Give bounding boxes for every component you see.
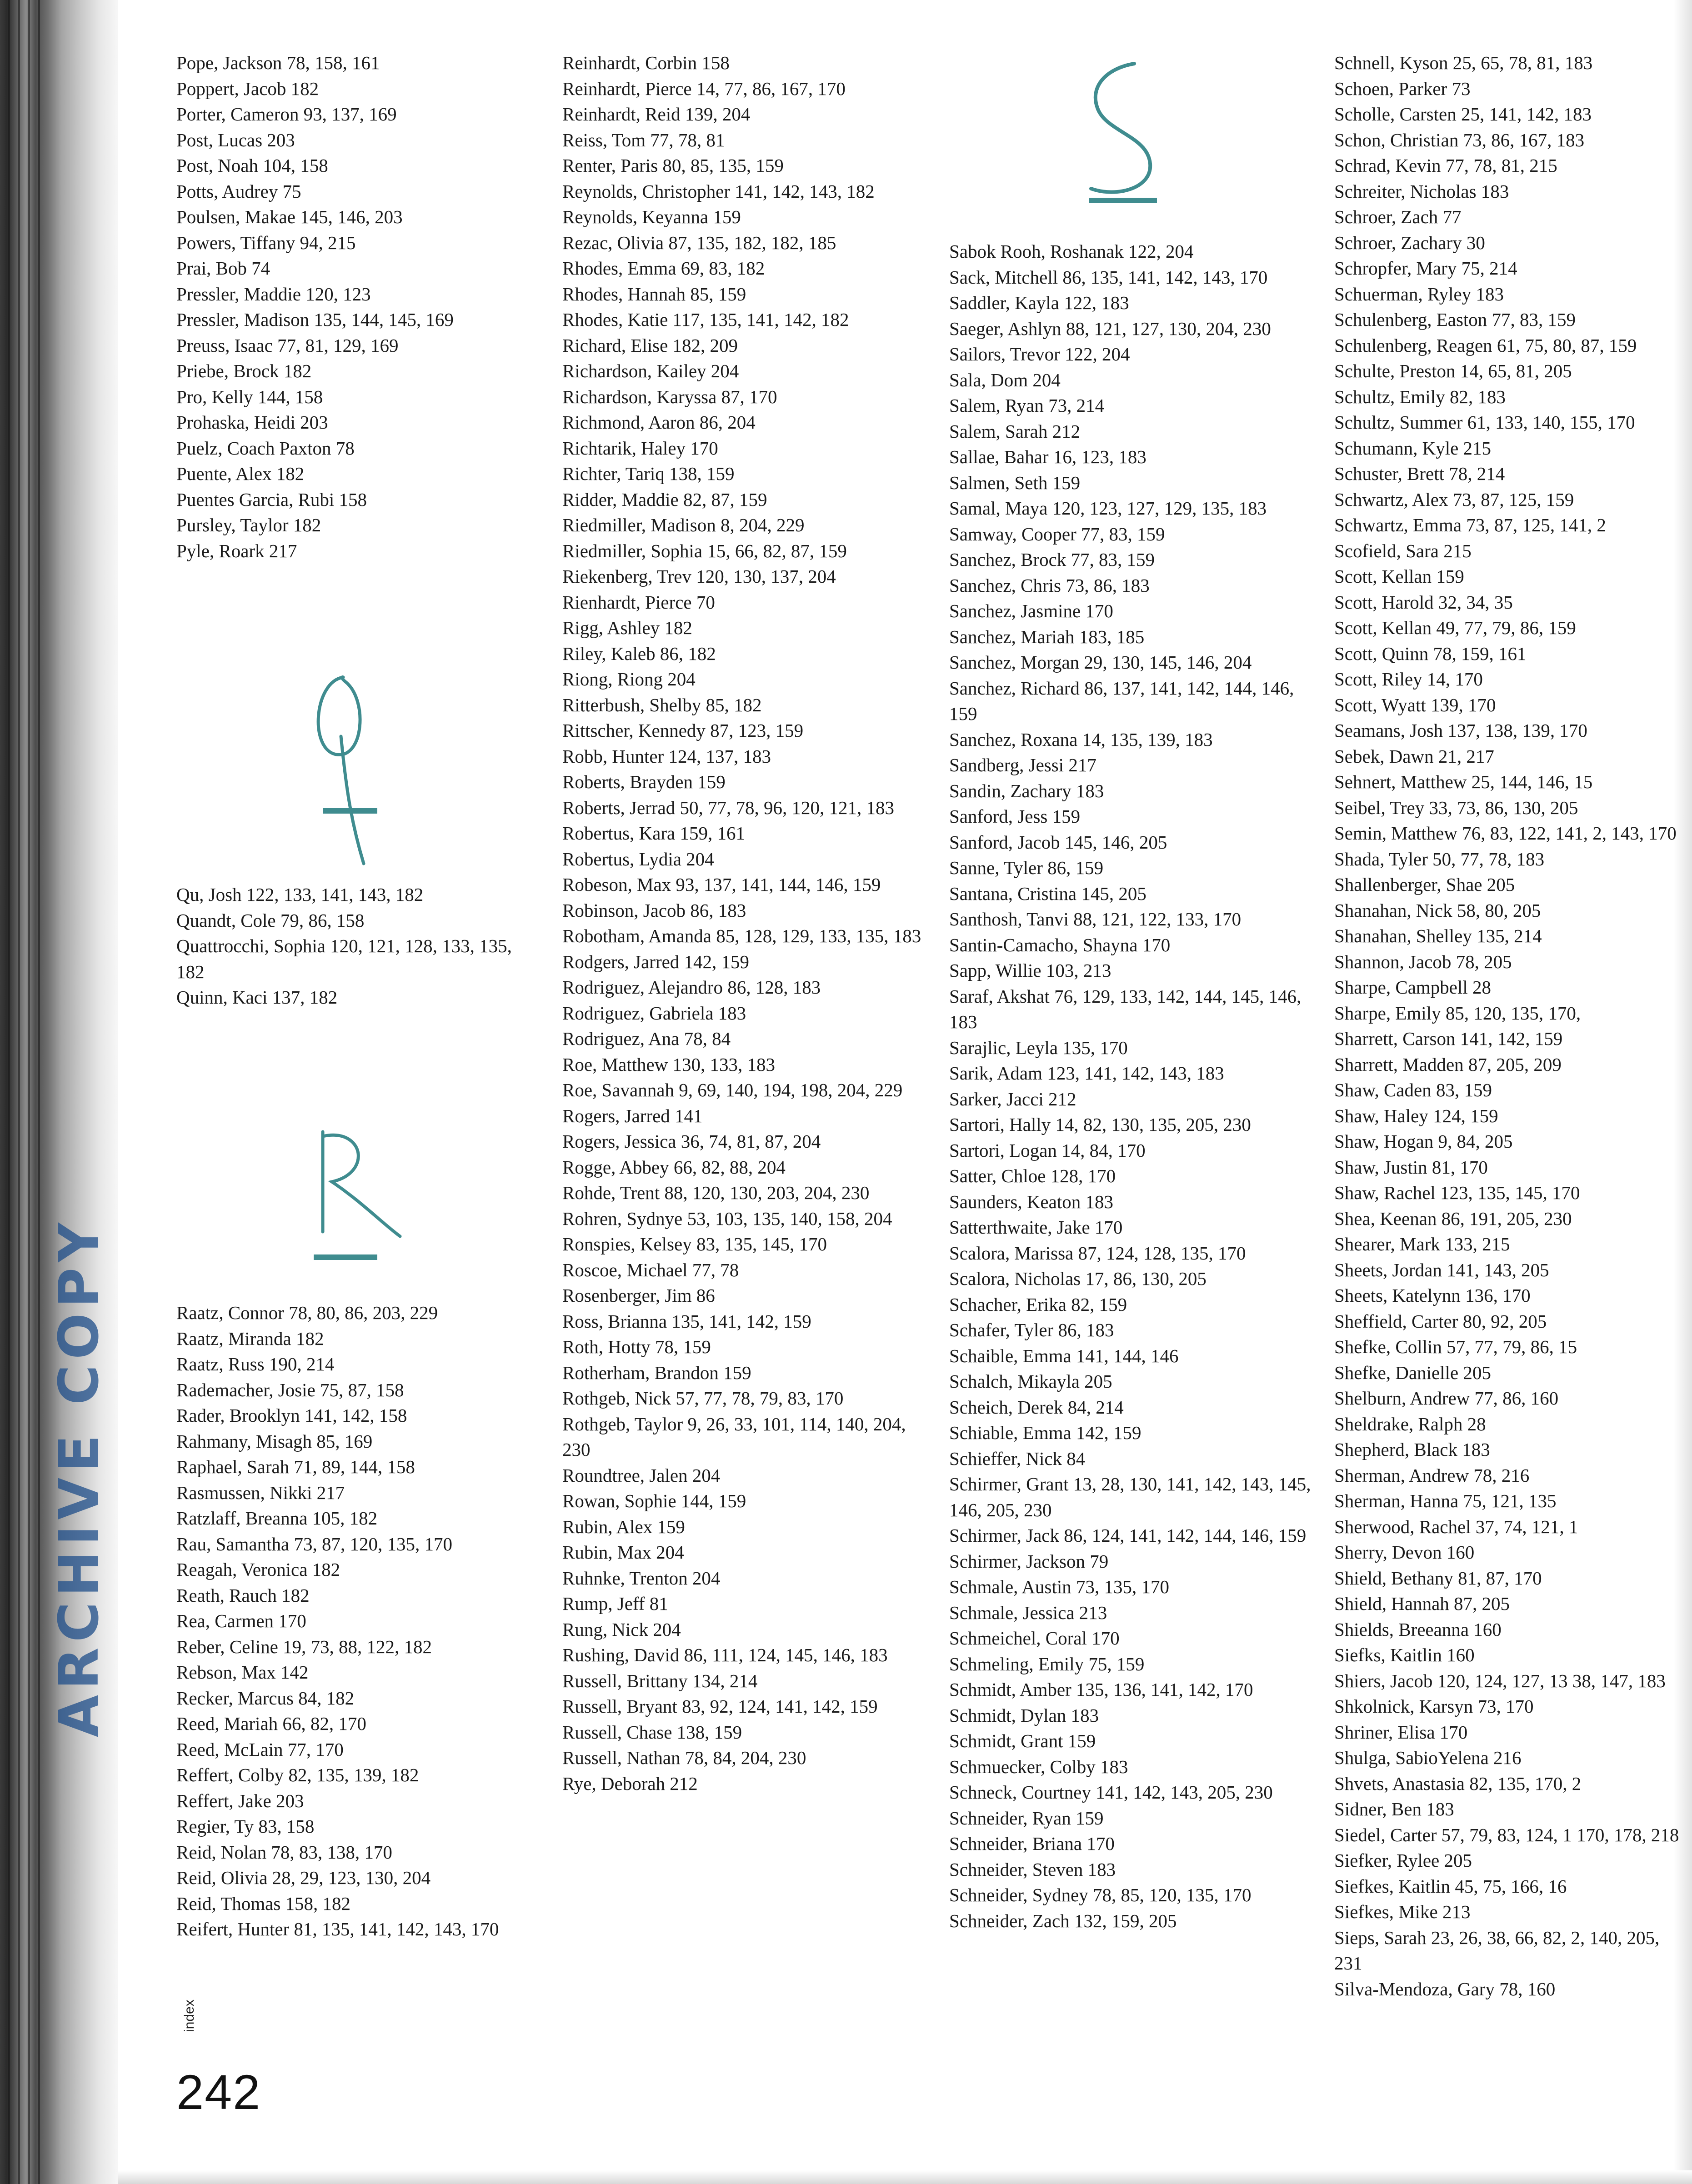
- index-entry: Saddler, Kayla 122, 183: [949, 292, 1129, 313]
- index-entry: Schreiter, Nicholas 183: [1334, 180, 1509, 202]
- index-entry: Reifert, Hunter 81, 135, 141, 142, 143, 170: [176, 1919, 499, 1939]
- index-entry: Powers, Tiffany 94, 215: [176, 232, 356, 253]
- index-entry: Schmidt, Amber 135, 136, 141, 142, 170: [949, 1679, 1253, 1700]
- index-entry: Rigg, Ashley 182: [562, 617, 692, 638]
- index-entry: Sarker, Jacci 212: [949, 1088, 1076, 1109]
- index-entry: Reid, Olivia 28, 29, 123, 130, 204: [176, 1867, 431, 1888]
- index-entry: Shiers, Jacob 120, 124, 127, 13 38, 147, 183: [1334, 1670, 1666, 1691]
- index-entry: Schrad, Kevin 77, 78, 81, 215: [1334, 155, 1557, 176]
- index-entry: Rung, Nick 204: [562, 1619, 681, 1640]
- index-entry: Sartori, Logan 14, 84, 170: [949, 1139, 1146, 1161]
- index-entry: Scott, Wyatt 139, 170: [1334, 694, 1496, 715]
- index-entry: Rothgeb, Taylor 9, 26, 33, 101, 114, 140, 204, 230: [562, 1413, 906, 1460]
- section-letter-r: [309, 1123, 409, 1273]
- index-entry: Shvets, Anastasia 82, 135, 170, 2: [1334, 1773, 1582, 1794]
- index-entry: Shulga, SabioYelena 216: [1334, 1747, 1522, 1768]
- index-entry: Rhodes, Emma 69, 83, 182: [562, 258, 765, 279]
- index-entry: Preuss, Isaac 77, 81, 129, 169: [176, 335, 399, 356]
- index-entry: Rhodes, Katie 117, 135, 141, 142, 182: [562, 309, 849, 330]
- index-group: [1334, 50, 1680, 2002]
- index-entry: Puentes Garcia, Rubi 158: [176, 489, 367, 510]
- index-entry: Rau, Samantha 73, 87, 120, 135, 170: [176, 1533, 452, 1554]
- index-entry: Saeger, Ashlyn 88, 121, 127, 130, 204, 230: [949, 318, 1271, 339]
- index-entry: Seibel, Trey 33, 73, 86, 130, 205: [1334, 797, 1578, 818]
- index-entry: Schultz, Summer 61, 133, 140, 155, 170: [1334, 412, 1635, 433]
- index-entry: Robeson, Max 93, 137, 141, 144, 146, 159: [562, 874, 881, 895]
- index-entry: Shelburn, Andrew 77, 86, 160: [1334, 1388, 1559, 1409]
- index-entry: Riong, Riong 204: [562, 669, 696, 690]
- index-entry: Pressler, Maddie 120, 123: [176, 283, 371, 305]
- index-entry: Shepherd, Black 183: [1334, 1439, 1490, 1460]
- index-entry: Riley, Kaleb 86, 182: [562, 643, 716, 664]
- index-entry: Shea, Keenan 86, 191, 205, 230: [1334, 1208, 1572, 1229]
- index-entry: Schmale, Jessica 213: [949, 1602, 1107, 1623]
- index-entry: Quattrocchi, Sophia 120, 121, 128, 133, 135, 182: [176, 935, 512, 982]
- index-entry: Schaible, Emma 141, 144, 146: [949, 1345, 1179, 1366]
- index-entry: Rasmussen, Nikki 217: [176, 1482, 345, 1503]
- index-entry: Salem, Sarah 212: [949, 420, 1081, 442]
- index-entry: Schoen, Parker 73: [1334, 78, 1471, 99]
- index-entry: Pope, Jackson 78, 158, 161: [176, 52, 380, 73]
- index-entry: Schroer, Zachary 30: [1334, 232, 1485, 253]
- index-entry: Samway, Cooper 77, 83, 159: [949, 523, 1165, 545]
- index-entry: Sailors, Trevor 122, 204: [949, 344, 1130, 365]
- index-entry: Reinhardt, Reid 139, 204: [562, 104, 751, 125]
- index-entry: Schneider, Zach 132, 159, 205: [949, 1910, 1177, 1931]
- index-entry: Pyle, Roark 217: [176, 540, 297, 561]
- index-entry: Reagah, Veronica 182: [176, 1559, 340, 1580]
- index-entry: Santhosh, Tanvi 88, 121, 122, 133, 170: [949, 909, 1241, 930]
- index-entry: Prai, Bob 74: [176, 258, 270, 279]
- page-edge-line: [18, 0, 20, 2184]
- index-entry: Sharrett, Madden 87, 205, 209: [1334, 1054, 1562, 1075]
- index-entry: Richmond, Aaron 86, 204: [562, 412, 756, 433]
- index-entry: Rezac, Olivia 87, 135, 182, 182, 185: [562, 232, 836, 253]
- index-entry: Riekenberg, Trev 120, 130, 137, 204: [562, 566, 836, 587]
- index-entry: Rowan, Sophie 144, 159: [562, 1490, 746, 1511]
- book-spine-gutter: [0, 0, 118, 2184]
- index-entry: Sheets, Katelynn 136, 170: [1334, 1285, 1531, 1306]
- index-entry: Reid, Nolan 78, 83, 138, 170: [176, 1841, 392, 1863]
- index-entry: Sartori, Hally 14, 82, 130, 135, 205, 230: [949, 1114, 1251, 1135]
- page-number: 242: [176, 2064, 261, 2119]
- index-entry: Sherwood, Rachel 37, 74, 121, 1: [1334, 1516, 1578, 1537]
- section-tab-label: index: [182, 1999, 197, 2032]
- index-entry: Robertus, Lydia 204: [562, 848, 714, 870]
- index-entry: Reed, Mariah 66, 82, 170: [176, 1713, 366, 1734]
- index-entry: Reber, Celine 19, 73, 88, 122, 182: [176, 1636, 432, 1657]
- index-entry: Sallae, Bahar 16, 123, 183: [949, 446, 1146, 467]
- index-entry: Reed, McLain 77, 170: [176, 1739, 344, 1760]
- index-entry: Rye, Deborah 212: [562, 1773, 698, 1794]
- index-entry: Schirmer, Jackson 79: [949, 1550, 1109, 1572]
- index-group: [562, 50, 926, 1796]
- index-entry: Schropfer, Mary 75, 214: [1334, 258, 1517, 279]
- index-entry: Schmale, Austin 73, 135, 170: [949, 1576, 1170, 1597]
- index-entry: Roth, Hotty 78, 159: [562, 1336, 711, 1357]
- index-entry: Robb, Hunter 124, 137, 183: [562, 745, 771, 767]
- index-entry: Scheich, Derek 84, 214: [949, 1396, 1124, 1418]
- index-entry: Sanchez, Brock 77, 83, 159: [949, 549, 1155, 570]
- index-entry: Shannon, Jacob 78, 205: [1334, 951, 1512, 972]
- index-entry: Scholle, Carsten 25, 141, 142, 183: [1334, 104, 1592, 125]
- index-entry: Post, Lucas 203: [176, 129, 295, 150]
- index-entry: Schafer, Tyler 86, 183: [949, 1319, 1114, 1340]
- index-entry: Renter, Paris 80, 85, 135, 159: [562, 155, 784, 176]
- index-entry: Shriner, Elisa 170: [1334, 1721, 1468, 1743]
- index-entry: Siefkes, Mike 213: [1334, 1901, 1471, 1922]
- index-entry: Sala, Dom 204: [949, 369, 1061, 390]
- index-entry: Schmidt, Grant 159: [949, 1730, 1096, 1751]
- index-entry: Shearer, Mark 133, 215: [1334, 1234, 1510, 1254]
- index-entry: Reynolds, Keyanna 159: [562, 206, 741, 227]
- index-entry: Schuerman, Ryley 183: [1334, 283, 1504, 305]
- index-entry: Sharpe, Campbell 28: [1334, 977, 1492, 998]
- index-entry: Satter, Chloe 128, 170: [949, 1165, 1116, 1186]
- index-entry: Schalch, Mikayla 205: [949, 1371, 1112, 1392]
- index-entry: Robotham, Amanda 85, 128, 129, 133, 135, 183: [562, 925, 921, 946]
- index-entry: Quinn, Kaci 137, 182: [176, 987, 338, 1008]
- index-entry: Prohaska, Heidi 203: [176, 412, 328, 433]
- index-entry: Schmeichel, Coral 170: [949, 1628, 1120, 1649]
- page-edge-bottom: [118, 2170, 1692, 2184]
- index-entry: Roberts, Jerrad 50, 77, 78, 96, 120, 121, 183: [562, 797, 894, 818]
- index-entry: Riedmiller, Sophia 15, 66, 82, 87, 159: [562, 540, 847, 561]
- index-entry: Sherry, Devon 160: [1334, 1542, 1475, 1563]
- index-group: [176, 882, 526, 1010]
- index-entry: Recker, Marcus 84, 182: [176, 1687, 355, 1709]
- index-entry: Rittscher, Kennedy 87, 123, 159: [562, 720, 804, 741]
- index-entry: Sharrett, Carson 141, 142, 159: [1334, 1028, 1563, 1049]
- index-entry: Ronspies, Kelsey 83, 135, 145, 170: [562, 1234, 827, 1254]
- index-entry: Shield, Hannah 87, 205: [1334, 1593, 1510, 1614]
- index-entry: Sanchez, Richard 86, 137, 141, 142, 144, 146, 159: [949, 677, 1294, 724]
- index-entry: Richtarik, Haley 170: [562, 437, 718, 459]
- index-group: [176, 50, 526, 564]
- index-entry: Rothgeb, Nick 57, 77, 78, 79, 83, 170: [562, 1388, 844, 1409]
- index-entry: Richter, Tariq 138, 159: [562, 463, 735, 484]
- index-entry: Schwartz, Emma 73, 87, 125, 141, 2: [1334, 515, 1606, 535]
- index-entry: Sarik, Adam 123, 141, 142, 143, 183: [949, 1063, 1224, 1084]
- index-entry: Scott, Quinn 78, 159, 161: [1334, 643, 1527, 664]
- index-entry: Shefke, Danielle 205: [1334, 1362, 1491, 1383]
- index-entry: Sharpe, Emily 85, 120, 135, 170,: [1334, 1002, 1581, 1024]
- index-entry: Potts, Audrey 75: [176, 180, 301, 202]
- index-entry: Sarajlic, Leyla 135, 170: [949, 1037, 1128, 1058]
- index-entry: Sanford, Jacob 145, 146, 205: [949, 831, 1167, 853]
- index-entry: Ratzlaff, Breanna 105, 182: [176, 1508, 378, 1529]
- index-entry: Rademacher, Josie 75, 87, 158: [176, 1379, 404, 1400]
- section-letter-q: [300, 668, 391, 868]
- index-entry: Siedel, Carter 57, 79, 83, 124, 1 170, 178, 218: [1334, 1824, 1679, 1845]
- index-entry: Rump, Jeff 81: [562, 1593, 668, 1614]
- index-entry: Schroer, Zach 77: [1334, 206, 1462, 227]
- index-entry: Porter, Cameron 93, 137, 169: [176, 104, 397, 125]
- index-entry: Shaw, Haley 124, 159: [1334, 1105, 1498, 1126]
- index-entry: Sapp, Willie 103, 213: [949, 960, 1111, 981]
- index-entry: Schacher, Erika 82, 159: [949, 1294, 1127, 1315]
- index-entry: Rodgers, Jarred 142, 159: [562, 951, 750, 972]
- index-entry: Santana, Cristina 145, 205: [949, 883, 1146, 904]
- index-entry: Schmeling, Emily 75, 159: [949, 1653, 1145, 1674]
- index-entry: Schneider, Steven 183: [949, 1859, 1116, 1880]
- index-entry: Rhodes, Hannah 85, 159: [562, 283, 746, 305]
- index-entry: Sanne, Tyler 86, 159: [949, 857, 1104, 878]
- index-entry: Scott, Kellan 159: [1334, 566, 1464, 587]
- index-entry: Raatz, Russ 190, 214: [176, 1354, 335, 1374]
- index-entry: Ross, Brianna 135, 141, 142, 159: [562, 1310, 811, 1332]
- index-entry: Scalora, Nicholas 17, 86, 130, 205: [949, 1268, 1206, 1289]
- index-entry: Pursley, Taylor 182: [176, 515, 321, 535]
- index-entry: Regier, Ty 83, 158: [176, 1816, 315, 1837]
- index-entry: Shanahan, Nick 58, 80, 205: [1334, 900, 1541, 921]
- index-entry: Roundtree, Jalen 204: [562, 1464, 721, 1486]
- index-entry: Richardson, Kailey 204: [562, 360, 739, 381]
- handwritten-spine-note: ARCHIVE COPY: [48, 1217, 111, 1737]
- index-entry: Rahmany, Misagh 85, 169: [176, 1430, 373, 1452]
- index-entry: Rogers, Jessica 36, 74, 81, 87, 204: [562, 1131, 821, 1152]
- index-entry: Rebson, Max 142: [176, 1662, 309, 1683]
- index-entry: Schultz, Emily 82, 183: [1334, 386, 1506, 407]
- index-entry: Reynolds, Christopher 141, 142, 143, 182: [562, 180, 875, 202]
- index-entry: Sanchez, Morgan 29, 130, 145, 146, 204: [949, 652, 1252, 673]
- index-entry: Schnell, Kyson 25, 65, 78, 81, 183: [1334, 52, 1593, 73]
- section-letter-s: [1071, 55, 1171, 209]
- index-entry: Sheffield, Carter 80, 92, 205: [1334, 1310, 1547, 1332]
- index-entry: Shkolnick, Karsyn 73, 170: [1334, 1696, 1534, 1717]
- index-entry: Qu, Josh 122, 133, 141, 143, 182: [176, 884, 424, 905]
- index-entry: Santin-Camacho, Shayna 170: [949, 934, 1171, 955]
- index-entry: Seamans, Josh 137, 138, 139, 170: [1334, 720, 1587, 741]
- index-entry: Rotherham, Brandon 159: [562, 1362, 751, 1383]
- index-entry: Schwartz, Alex 73, 87, 125, 159: [1334, 489, 1574, 510]
- index-entry: Roscoe, Michael 77, 78: [562, 1259, 739, 1280]
- index-entry: Shaw, Hogan 9, 84, 205: [1334, 1131, 1513, 1152]
- index-entry: Sandberg, Jessi 217: [949, 755, 1096, 775]
- index-entry: Sheldrake, Ralph 28: [1334, 1413, 1486, 1434]
- index-entry: Russell, Chase 138, 159: [562, 1721, 742, 1743]
- index-entry: Roe, Matthew 130, 133, 183: [562, 1054, 776, 1075]
- index-entry: Rohde, Trent 88, 120, 130, 203, 204, 230: [562, 1182, 870, 1203]
- index-entry: Quandt, Cole 79, 86, 158: [176, 910, 365, 931]
- page-edge-line: [8, 0, 10, 2184]
- index-entry: Schulenberg, Easton 77, 83, 159: [1334, 309, 1576, 330]
- index-entry: Sebek, Dawn 21, 217: [1334, 745, 1494, 767]
- index-entry: Shield, Bethany 81, 87, 170: [1334, 1567, 1542, 1589]
- index-entry: Schneck, Courtney 141, 142, 143, 205, 230: [949, 1782, 1273, 1803]
- index-entry: Sehnert, Matthew 25, 144, 146, 15: [1334, 771, 1593, 792]
- index-entry: Pressler, Madison 135, 144, 145, 169: [176, 309, 454, 330]
- index-entry: Roe, Savannah 9, 69, 140, 194, 198, 204, 229: [562, 1080, 903, 1100]
- index-entry: Shallenberger, Shae 205: [1334, 874, 1515, 895]
- index-entry: Post, Noah 104, 158: [176, 155, 328, 176]
- page-edge-line: [28, 0, 30, 2184]
- index-entry: Scott, Kellan 49, 77, 79, 86, 159: [1334, 617, 1576, 638]
- index-entry: Sabok Rooh, Roshanak 122, 204: [949, 241, 1194, 262]
- index-entry: Schon, Christian 73, 86, 167, 183: [1334, 129, 1585, 150]
- index-entry: Sieps, Sarah 23, 26, 38, 66, 82, 2, 140, 205, 231: [1334, 1927, 1660, 1974]
- index-entry: Schneider, Briana 170: [949, 1833, 1115, 1854]
- index-entry: Reinhardt, Pierce 14, 77, 86, 167, 170: [562, 78, 846, 99]
- index-entry: Rubin, Max 204: [562, 1542, 684, 1563]
- index-entry: Reid, Thomas 158, 182: [176, 1893, 351, 1914]
- index-entry: Shields, Breeanna 160: [1334, 1619, 1502, 1640]
- index-entry: Silva-Mendoza, Gary 78, 160: [1334, 1978, 1556, 1999]
- index-entry: Poulsen, Makae 145, 146, 203: [176, 206, 403, 227]
- index-entry: Shaw, Caden 83, 159: [1334, 1080, 1492, 1100]
- index-entry: Rubin, Alex 159: [562, 1516, 685, 1537]
- index-entry: Rader, Brooklyn 141, 142, 158: [176, 1405, 407, 1426]
- index-entry: Sidner, Ben 183: [1334, 1799, 1454, 1819]
- index-entry: Salmen, Seth 159: [949, 472, 1081, 493]
- index-entry: Reinhardt, Corbin 158: [562, 52, 730, 73]
- index-entry: Saraf, Akshat 76, 129, 133, 142, 144, 145, 146, 183: [949, 985, 1302, 1032]
- index-entry: Puente, Alex 182: [176, 463, 305, 484]
- index-entry: Rogge, Abbey 66, 82, 88, 204: [562, 1156, 786, 1178]
- index-group: [176, 1300, 526, 1942]
- index-entry: Schiable, Emma 142, 159: [949, 1422, 1141, 1443]
- index-entry: Riedmiller, Madison 8, 204, 229: [562, 515, 805, 535]
- index-entry: Poppert, Jacob 182: [176, 78, 319, 99]
- index-entry: Schulenberg, Reagen 61, 75, 80, 87, 159: [1334, 335, 1637, 356]
- index-entry: Shaw, Justin 81, 170: [1334, 1156, 1488, 1178]
- index-entry: Rohren, Sydnye 53, 103, 135, 140, 158, 204: [562, 1208, 892, 1229]
- index-entry: Shefke, Collin 57, 77, 79, 86, 15: [1334, 1336, 1577, 1357]
- index-entry: Sandin, Zachary 183: [949, 780, 1104, 801]
- index-entry: Sack, Mitchell 86, 135, 141, 142, 143, 170: [949, 266, 1268, 288]
- index-entry: Siefker, Rylee 205: [1334, 1850, 1472, 1871]
- index-entry: Satterthwaite, Jake 170: [949, 1217, 1123, 1238]
- index-entry: Schuster, Brett 78, 214: [1334, 463, 1505, 484]
- index-entry: Robertus, Kara 159, 161: [562, 823, 745, 844]
- index-entry: Sanchez, Chris 73, 86, 183: [949, 575, 1150, 596]
- index-entry: Saunders, Keaton 183: [949, 1191, 1113, 1212]
- index-entry: Russell, Nathan 78, 84, 204, 230: [562, 1747, 806, 1768]
- index-entry: Rodriguez, Ana 78, 84: [562, 1028, 731, 1049]
- index-entry: Rushing, David 86, 111, 124, 145, 146, 183: [562, 1644, 888, 1665]
- index-entry: Sanford, Jess 159: [949, 806, 1081, 827]
- index-entry: Schmuecker, Colby 183: [949, 1756, 1128, 1777]
- index-entry: Ruhnke, Trenton 204: [562, 1567, 721, 1589]
- index-entry: Shada, Tyler 50, 77, 78, 183: [1334, 848, 1545, 870]
- index-entry: Shanahan, Shelley 135, 214: [1334, 925, 1542, 946]
- index-entry: Schieffer, Nick 84: [949, 1448, 1086, 1469]
- index-entry: Schneider, Sydney 78, 85, 120, 135, 170: [949, 1884, 1251, 1905]
- index-entry: Rosenberger, Jim 86: [562, 1285, 715, 1306]
- index-entry: Schmidt, Dylan 183: [949, 1704, 1099, 1726]
- index-entry: Raatz, Connor 78, 80, 86, 203, 229: [176, 1302, 438, 1323]
- index-entry: Rienhardt, Pierce 70: [562, 591, 715, 613]
- index-entry: Pro, Kelly 144, 158: [176, 386, 323, 407]
- index-entry: Schirmer, Grant 13, 28, 130, 141, 142, 143, 145, 146, 205, 230: [949, 1474, 1311, 1520]
- index-entry: Sheets, Jordan 141, 143, 205: [1334, 1259, 1549, 1280]
- index-entry: Reffert, Jake 203: [176, 1790, 304, 1811]
- index-entry: Reath, Rauch 182: [176, 1584, 310, 1606]
- index-entry: Reffert, Colby 82, 135, 139, 182: [176, 1764, 419, 1785]
- index-entry: Semin, Matthew 76, 83, 122, 141, 2, 143, 170: [1334, 823, 1677, 844]
- index-entry: Puelz, Coach Paxton 78: [176, 437, 355, 459]
- index-entry: Russell, Brittany 134, 214: [562, 1670, 758, 1691]
- index-entry: Scott, Harold 32, 34, 35: [1334, 591, 1513, 613]
- index-entry: Schirmer, Jack 86, 124, 141, 142, 144, 146, 159: [949, 1525, 1307, 1546]
- index-entry: Samal, Maya 120, 123, 127, 129, 135, 183: [949, 498, 1267, 519]
- index-entry: Schulte, Preston 14, 65, 81, 205: [1334, 360, 1572, 381]
- index-entry: Rea, Carmen 170: [176, 1610, 306, 1631]
- index-entry: Scofield, Sara 215: [1334, 540, 1472, 561]
- index-entry: Roberts, Brayden 159: [562, 771, 726, 792]
- index-entry: Sanchez, Roxana 14, 135, 139, 183: [949, 729, 1213, 750]
- page-edge-line: [38, 0, 40, 2184]
- index-entry: Priebe, Brock 182: [176, 360, 312, 381]
- index-entry: Rodriguez, Alejandro 86, 128, 183: [562, 977, 821, 998]
- index-entry: Sherman, Andrew 78, 216: [1334, 1464, 1530, 1486]
- index-entry: Schumann, Kyle 215: [1334, 437, 1492, 459]
- index-group: [949, 239, 1313, 1934]
- index-entry: Siefks, Kaitlin 160: [1334, 1644, 1475, 1665]
- index-entry: Ritterbush, Shelby 85, 182: [562, 694, 762, 715]
- index-entry: Scott, Riley 14, 170: [1334, 669, 1483, 690]
- index-entry: Rogers, Jarred 141: [562, 1105, 703, 1126]
- index-entry: Salem, Ryan 73, 214: [949, 395, 1105, 416]
- index-entry: Robinson, Jacob 86, 183: [562, 900, 746, 921]
- index-entry: Ridder, Maddie 82, 87, 159: [562, 489, 767, 510]
- index-entry: Sanchez, Mariah 183, 185: [949, 626, 1145, 647]
- index-entry: Sherman, Hanna 75, 121, 135: [1334, 1490, 1557, 1511]
- index-entry: Sanchez, Jasmine 170: [949, 600, 1113, 621]
- index-entry: Raphael, Sarah 71, 89, 144, 158: [176, 1456, 415, 1477]
- index-entry: Richard, Elise 182, 209: [562, 335, 738, 356]
- index-entry: Siefkes, Kaitlin 45, 75, 166, 16: [1334, 1875, 1567, 1897]
- index-entry: Rodriguez, Gabriela 183: [562, 1002, 746, 1024]
- index-entry: Shaw, Rachel 123, 135, 145, 170: [1334, 1182, 1580, 1203]
- index-entry: Russell, Bryant 83, 92, 124, 141, 142, 159: [562, 1696, 878, 1717]
- index-entry: Reiss, Tom 77, 78, 81: [562, 129, 725, 150]
- index-entry: Richardson, Karyssa 87, 170: [562, 386, 777, 407]
- index-entry: Raatz, Miranda 182: [176, 1328, 324, 1349]
- index-entry: Schneider, Ryan 159: [949, 1807, 1104, 1829]
- index-entry: Scalora, Marissa 87, 124, 128, 135, 170: [949, 1242, 1246, 1264]
